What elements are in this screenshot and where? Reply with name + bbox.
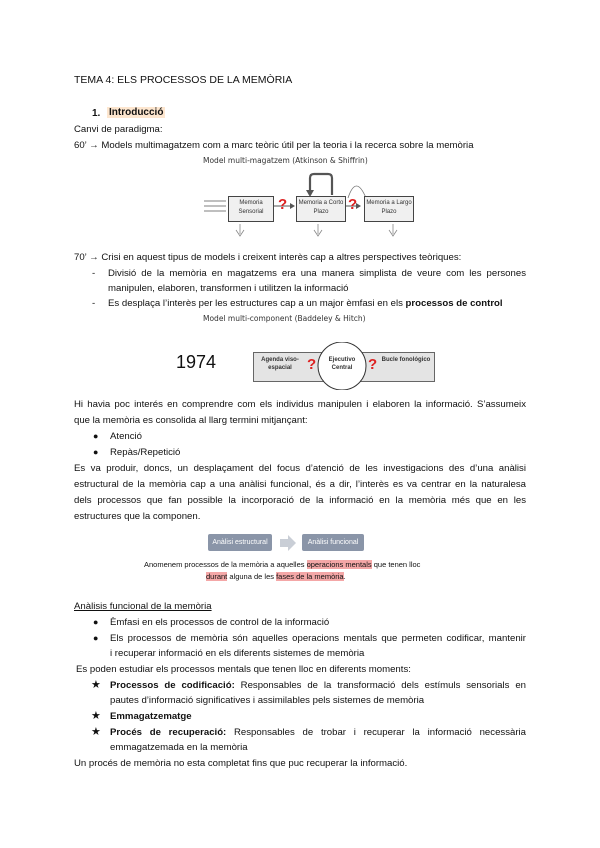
moments-line: Es poden estudiar els processos mentals que tenen lloc en diferents moments: — [76, 664, 411, 675]
dash-item-1b: manipulen, elaboren, transformen i utilitzen la informació — [108, 283, 349, 294]
multistore-diagram — [198, 168, 438, 246]
figure3-caption-b — [206, 572, 346, 581]
question-mark-3: ? — [307, 356, 317, 373]
line-60: 60’ → Models multimagatzem com a marc teòric útil per la teoria i la recerca sobre la memòria — [74, 140, 474, 151]
paragraph-2c: dels processos que fan possible la incorporació de la informació en la memòria més que en les — [74, 495, 526, 506]
section-number: 1. — [92, 108, 101, 119]
bullet-icon: ● — [93, 431, 99, 441]
page-title: TEMA 4: ELS PROCESSOS DE LA MEMÒRIA — [74, 74, 293, 86]
dash-item-2-bold: processos de control — [405, 298, 503, 309]
right-arrow-icon — [280, 535, 296, 551]
question-mark-2: ? — [348, 196, 358, 213]
short-term-memory-box: Memoria a Corto Plazo — [296, 196, 346, 222]
functional-analysis-pill: Anàlisi funcional — [302, 534, 364, 551]
line-70: 70’ → Crisi en aquest tipus de models i creixent interès cap a altres perspectives teòriques: — [74, 252, 462, 263]
bullet-icon: ● — [93, 447, 99, 457]
bullet-repetition: Repàs/Repetició — [110, 447, 181, 458]
star-icon: ★ — [91, 710, 101, 722]
section2-bullet-1: Èmfasi en els processos de control de la informació — [110, 617, 330, 628]
structural-analysis-pill: Anàlisi estructural — [208, 534, 272, 551]
star-item-storage: Emmagatzematge — [110, 711, 192, 722]
figure1-caption: Model multi-magatzem (Atkinson & Shiffrin) — [203, 156, 368, 165]
star-item-retrieval — [110, 727, 526, 738]
year-label: 1974 — [176, 352, 217, 372]
star-item-coding-label: Processos de codificació: — [110, 680, 235, 691]
dash-marker: - — [92, 268, 96, 279]
caption-b-end: . — [343, 572, 346, 581]
star-item-retrieval-cont: emmagatzemada en la memòria — [110, 742, 248, 753]
star-icon: ★ — [91, 726, 101, 738]
question-mark-1: ? — [278, 196, 288, 213]
bullet-icon: ● — [93, 617, 99, 627]
dash-item-2-text: Es desplaça l’interès per les estructures cap a un major èmfasi en els — [108, 298, 406, 309]
paragraph-2d: estructures que la componen. — [74, 511, 201, 522]
section2-bullet-2: Els processos de memòria són aquelles operacions mentals que permeten codificar, mantenir — [110, 633, 526, 644]
caption-a-text: Anomenem processos de la memòria a aquelles — [144, 560, 307, 569]
dash-marker: - — [92, 298, 96, 309]
star-item-coding — [110, 680, 526, 691]
caption-a-end: que tenen lloc — [371, 560, 421, 569]
caption-a-highlight: operacions mentals — [306, 560, 372, 569]
working-memory-diagram — [253, 342, 433, 390]
caption-b-highlight-2: fases de la memòria — [276, 572, 344, 581]
long-term-memory-box: Memoria a Largo Plazo — [364, 196, 414, 222]
final-line: Un procés de memòria no esta completat fins que puc recuperar la informació. — [74, 758, 408, 769]
paragraph-1b: que la memòria es consolida al llarg termini mitjançant: — [74, 415, 308, 426]
bullet-icon: ● — [93, 633, 99, 643]
star-icon: ★ — [91, 679, 101, 691]
paradigm-label: Canvi de paradigma: — [74, 124, 163, 135]
paragraph-1a: Hi havia poc interés en comprendre com els individus manipulen i elaboren la informació. S’assumeix — [74, 399, 526, 410]
sensory-memory-box: Memoria Sensorial — [228, 196, 274, 222]
figure3-caption-a — [144, 560, 420, 569]
bullet-attention: Atenció — [110, 431, 142, 442]
dash-item-1a: Divisió de la memòria en magatzems era una manera simplista de veure com les persones — [108, 268, 526, 279]
star-item-coding-text: Responsables de la transformació dels estímuls sensorials en — [234, 680, 526, 691]
star-item-retrieval-label: Procés de recuperació: — [110, 727, 227, 738]
star-item-retrieval-text: Responsables de trobar i recuperar la informació necessària — [226, 727, 526, 738]
question-mark-4: ? — [368, 356, 378, 373]
dash-item-2 — [108, 298, 503, 309]
visuospatial-sketchpad: Agenda viso-espacial — [261, 357, 299, 371]
caption-b-text: alguna de les — [227, 572, 277, 581]
phonological-loop: Bucle fonológico — [381, 357, 431, 363]
star-item-coding-cont: pautes d’informació significatives i assimilables pels sistemes de memòria — [110, 695, 425, 706]
central-executive: Ejecutivo Central — [328, 357, 356, 371]
figure2-caption: Model multi-component (Baddeley & Hitch) — [203, 314, 366, 323]
paragraph-2a: Es va produir, doncs, un desplaçament del focus d’atenció de les investigacions des d’una anàlisi — [74, 463, 526, 474]
section2-heading: Anàlisis funcional de la memòria — [74, 601, 212, 612]
paragraph-2b: estructural de la memòria cap a una anàlisi funcional, és a dir, l’interès es va centrar en la naturalesa — [74, 479, 526, 490]
section-heading: Introducció — [109, 107, 164, 118]
section2-bullet-2-cont: i recuperar informació en els diferents sistemes de memòria — [110, 648, 365, 659]
caption-b-highlight-1: durant — [206, 572, 228, 581]
